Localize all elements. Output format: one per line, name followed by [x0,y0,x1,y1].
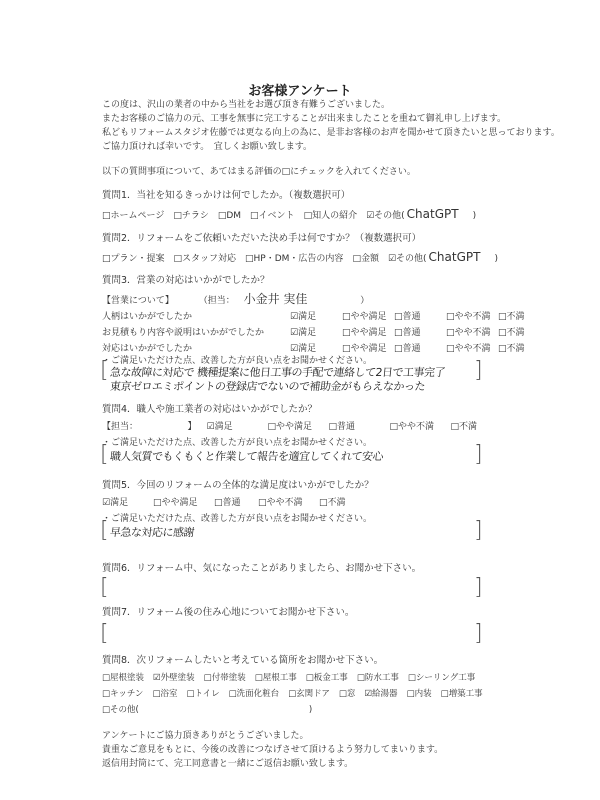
rating[interactable]: □やや満足 [342,312,387,322]
rating[interactable]: □やや不満 [258,498,303,508]
bracket-open: [ [100,358,109,383]
rating[interactable]: □やや満足 [153,498,198,508]
bracket-close: ] [474,575,483,600]
option[interactable]: □DM [217,211,242,221]
option[interactable]: □知人の紹介 [303,211,358,221]
rating[interactable]: □やや満足 [342,344,387,354]
q5-label: 質問5．今回のリフォームの全体的な満足度はいかがでしたか？ [102,480,374,491]
q7-label: 質問7．リフォーム後の住み心地についてお聞かせ下さい。 [102,607,355,618]
option[interactable]: □玄関ドア [288,689,330,699]
option[interactable]: □シーリング工事 [407,673,476,683]
rating[interactable]: □不満 [498,312,525,322]
q4-comment[interactable]: 職人気質でもくもくと作業して報告を適宜してくれて安心 [109,450,384,463]
bracket-open: [ [100,621,109,646]
closing-line: アンケートにご協力頂きありがとうございました。 [102,731,309,741]
q4-comment-prompt: ・ご満足いただけた点、改善した方が良い点をお聞かせください。 [102,438,373,448]
option[interactable]: □屋根工事 [254,673,297,683]
closing-line: 返信用封筒にて、完工同意書と一緒にご返信お願い致します。 [102,759,354,769]
rating[interactable]: □やや満足 [342,328,387,338]
bracket-close: ] [474,358,483,383]
q8-row2 [102,688,492,700]
bracket-close: ] [474,621,483,646]
rating[interactable]: □不満 [450,422,478,432]
q2-options [102,251,498,265]
option[interactable]: □HP・DM・広告の内容 [245,254,344,264]
staff-name: 小金井 実佳 [243,292,308,306]
intro-line: ご協力頂ければ幸いです。 宜しくお願い致します。 [102,142,313,152]
q3-row [102,343,525,355]
paren: ) [472,211,477,221]
q1-options [102,208,476,222]
row-label: 対応はいかがでしたか [102,344,193,354]
bracket-close: ] [474,518,483,543]
q2-label: 質問2．リフォームをご依頼いただいた決め手は何ですか？（複数選択可） [102,233,422,244]
q8-row1 [102,672,484,684]
row-label: お見積もり内容や説明はいかがでしたか [102,328,265,338]
q8-other [102,704,312,716]
page-title: お客様アンケート [248,84,352,99]
option[interactable]: □金額 [352,254,379,264]
option[interactable]: □板金工事 [305,673,348,683]
rating[interactable]: □不満 [498,344,525,354]
staff-close: ） [360,296,370,306]
q3-label: 質問3．営業の対応はいかがでしたか？ [102,275,270,286]
option[interactable]: □防水工事 [356,673,399,683]
q3-comment[interactable]: 急な故障に対応で 機種提案に他日工事の手配で連絡して2日で工事完了 [109,366,446,379]
intro-line: 私どもリフォームスタジオ佐藤では更なる向上の為に、是非お客様のお声を聞かせて頂きたいと思っております。 [102,128,560,138]
rating[interactable]: □不満 [498,328,525,338]
rating[interactable]: □不満 [319,498,346,508]
rating[interactable]: ☑満足 [206,422,233,432]
option[interactable]: □浴室 [152,689,178,699]
option[interactable]: □窓 [338,689,356,699]
option[interactable]: □洗面化粧台 [228,689,280,699]
bracket-open: [ [100,442,109,467]
paren: ) [308,705,313,715]
rating[interactable]: □普通 [394,328,421,338]
rating[interactable]: ☑満足 [102,498,129,508]
option[interactable]: □プラン・提案 [102,254,165,264]
bracket-open: [ [100,518,109,543]
intro-line: またお客様のご協力の元、工事を無事に完工することが出来ましたことを重ねて御礼申し上げます。 [102,114,507,124]
rating[interactable]: □やや満足 [267,422,313,432]
rating[interactable]: ☑満足 [290,328,317,338]
paren: ) [494,254,498,264]
option[interactable]: □トイレ [186,689,220,699]
option[interactable]: □スタッフ対応 [173,254,237,264]
option[interactable]: □増築工事 [440,689,483,699]
rating[interactable]: ☑満足 [290,344,317,354]
option[interactable]: □キッチン [102,689,144,699]
option-other[interactable]: ☑その他( [387,254,427,264]
option[interactable]: □付帯塗装 [203,673,246,683]
rating[interactable]: □やや不満 [446,312,491,322]
q4-label: 質問4．職人や施工業者の対応はいかがでしたか？ [102,404,318,415]
rating[interactable]: ☑満足 [290,312,317,322]
rating[interactable]: □やや不満 [446,328,491,338]
staff-label: 【担当： 】 [102,422,197,432]
q3-row [102,327,525,339]
row-label: 人柄はいかがでしたか [102,312,193,322]
option[interactable]: □ホームページ [102,211,165,221]
q5-comment-prompt: ・ご満足いただけた点、改善した方が良い点をお聞かせください。 [102,514,373,524]
q3-comment-prompt: ・ご満足いただけた点、改善した方が良い点をお聞かせください。 [102,356,373,366]
instruction: 以下の質問事項について、あてはまる評価の□にチェックを入れてください。 [102,167,416,177]
q4-ratings [102,421,486,433]
bracket-open: [ [100,575,109,600]
section-label: 【営業について】 [102,296,174,306]
option[interactable]: ☑外壁塗装 [153,673,195,683]
q5-comment[interactable]: 早急な対応に感謝 [109,526,195,539]
handwritten-other: ChatGPT [428,250,481,264]
rating[interactable]: □普通 [394,344,421,354]
option[interactable]: □チラシ [173,211,209,221]
q5-ratings [102,497,355,509]
rating[interactable]: □やや不満 [446,344,491,354]
rating[interactable]: □普通 [214,498,241,508]
q3-section [102,293,369,307]
q3-row [102,311,525,323]
option[interactable]: ☑給湯器 [364,689,398,699]
staff-label: （担当： [198,296,235,306]
q8-label: 質問8．次リフォームしたいと考えている箇所をお聞かせ下さい。 [102,655,384,666]
handwritten-other: ChatGPT [406,207,459,221]
rating[interactable]: □やや不満 [389,422,435,432]
option[interactable]: □屋根塗装 [102,673,145,683]
q1-label: 質問1．当社を知るきっかけは何でしたか。（複数選択可） [102,190,351,201]
option[interactable]: □内装 [406,689,432,699]
rating[interactable]: □普通 [394,312,421,322]
option-other[interactable]: □その他( [102,705,139,715]
closing-line: 貴重なご意見をもとに、今後の改善につなげさせて頂けるよう努力してまいります。 [102,745,444,755]
bracket-close: ] [474,442,483,467]
rating[interactable]: □普通 [328,422,356,432]
q6-label: 質問6．リフォーム中、気になったことがありましたら、お聞かせ下さい。 [102,563,422,574]
option[interactable]: □イベント [250,211,295,221]
q3-comment[interactable]: 東京ゼロエミポイントの登録店でないので補助金がもらえなかった [109,380,426,393]
intro-line: この度は、沢山の業者の中から当社をお選び頂き有難うございました。 [102,100,391,110]
option-other[interactable]: ☑その他( [366,211,405,221]
